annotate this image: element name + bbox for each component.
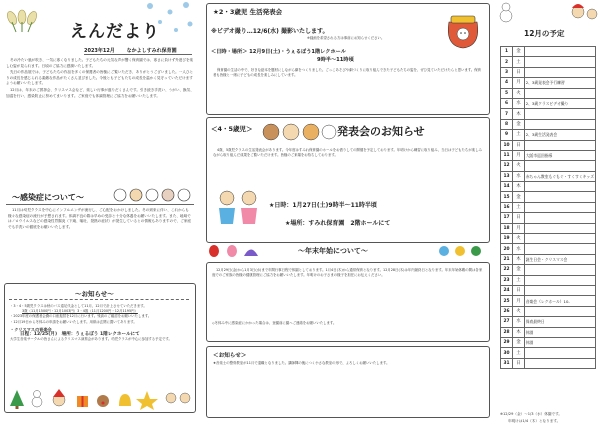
calendar-weekday: 金 [513,265,525,275]
calendar-weekday: 日 [513,140,525,150]
calendar-day: 12 [501,161,513,171]
calendar-event [524,358,595,368]
newyear-box [206,262,490,342]
calendar-day: 28 [501,327,513,337]
calendar-header-decoration [496,0,600,26]
event23-schedule: ＜日時・場所＞ 12月9日(土)・うぇるぼう1階レクホール [211,49,346,55]
calendar-event [524,285,595,295]
calendar-weekday: 水 [513,171,525,181]
animal-friends-icon [259,119,339,143]
calendar-weekday: 月 [513,78,525,88]
calendar-event: 誕生日会・クリスマス会 [524,254,595,264]
notice-heading: 〜お知らせ〜 [75,290,114,298]
calendar-row [501,57,596,67]
calendar-weekday: 火 [513,306,525,316]
calendar-row [501,140,596,150]
intro-paragraph: 冬の冷たい風が吹き、一気に寒くなりました。子どもたちの元気な声が響く保育園では、寒さに負けず外遊びを楽しむ姿が見られます。日頃のご協力に感謝いたします。 [6,58,194,68]
middle-column [202,0,494,429]
calendar-event: 赤ちゃん教室もぐもぐ・すくすくキッズ [524,171,595,181]
oshirase-heading: ＜お知らせ＞ [213,353,247,359]
event45-heading: 発表会のお知らせ [337,125,425,138]
calendar-weekday: 金 [513,47,525,57]
calendar-weekday: 水 [513,98,525,108]
calendar-day: 6 [501,98,513,108]
calendar-event: 音楽会（レクホール）10- [524,296,595,306]
christmas-footer-icons [7,388,193,410]
event23-time: 9時半〜11時頃 [317,57,354,63]
star-icon [136,391,158,410]
calendar-row [501,98,596,108]
mitten-icon [227,245,237,257]
issue-month: 2023年12月 [84,48,115,54]
calendar-event [524,275,595,285]
left-column [0,0,198,429]
event45-banner-title: ＜4・5歳児＞ [211,125,253,133]
calendar-weekday: 土 [513,57,525,67]
calendar-day: 24 [501,285,513,295]
newyear-note: ◇冬休み中に感染症にかかった場合は、登園前に園へご連絡をお願いいたします。 [212,321,337,325]
calendar-day: 21 [501,254,513,264]
calendar-event: 2、3歳発表会予行練習 [524,78,595,88]
right-column [496,0,600,429]
concert-text: 大学生音楽サークルの皆さんによるクリスマス演奏会があります。幼児クラスが中心に参加する予定です。 [10,337,172,342]
oshirase-box [206,346,490,418]
calendar-row [501,244,596,254]
calendar-row [501,234,596,244]
calendar-event [524,161,595,171]
calendar-day: 22 [501,265,513,275]
calendar-row [501,254,596,264]
calendar-event: 休園 [524,337,595,347]
calendar-event: 2、3歳クラスビデオ撮り [524,98,595,108]
calendar-weekday: 土 [513,130,525,140]
calendar-weekday: 金 [513,337,525,347]
calendar-row [501,317,596,327]
calendar-day: 18 [501,223,513,233]
calendar-weekday: 土 [513,348,525,358]
calendar-weekday: 水 [513,244,525,254]
bell-icon [119,394,131,406]
calendar-table [500,46,596,369]
calendar-event [524,67,595,77]
mitten-icon [209,245,219,257]
kids-sledding-icon [572,4,597,19]
sprout-icon [5,10,38,32]
calendar-day: 9 [501,130,513,140]
calendar-heading: 12月の予定 [524,29,565,38]
calendar-event [524,57,595,67]
calendar-event [524,88,595,98]
event23-text: 保育園の生活の中で、好きな絵本を題材にしながら劇をつくりました。ごっこあそびや劇づくりに取り組んできた子どもたちの姿を、ぜひ見ていただけたらと思います。保育者も皆様と一緒に子どもの成長を楽しみにしています。 [213,68,482,78]
newyear-text: 12月29日(金)から1月3日(水)まで年間行事日程で休園としております。1月4日(木)から通常保育となります。12月28日(木)は年内最終日となります。年末年始休暇の間は各家庭でのご家族の皆様の健康管理にご協力をお願いいたします。年明けのお子さまの様子を担任にお伝えください。 [212,268,483,278]
oshirase-text: ★音楽士の整骨教室が11月で退職となりました。講師陣の後につく小さな教室の形で、よろしくお願いいたします。 [213,361,390,365]
notice-box [4,283,196,413]
calendar-weekday: 木 [513,109,525,119]
calendar-footnote-2: 年明けは1/4（木）となります。 [508,419,561,423]
calendar-event [524,47,595,57]
calendar-day: 25 [501,296,513,306]
calendar-day: 10 [501,140,513,150]
calendar-row [501,78,596,88]
calendar-weekday: 木 [513,182,525,192]
newyear-heading: 〜年末年始について〜 [298,247,368,255]
calendar-day: 7 [501,109,513,119]
calendar-weekday: 火 [513,234,525,244]
calendar-event [524,265,595,275]
calendar-row [501,213,596,223]
calendar-row [501,348,596,358]
calendar-day: 13 [501,171,513,181]
date-line [84,47,177,54]
calendar-weekday: 日 [513,285,525,295]
calendar-row [501,109,596,119]
snowman-icon [32,391,42,408]
calendar-day: 2 [501,57,513,67]
event45-box [206,117,490,243]
calendar-event [524,348,595,358]
calendar-weekday: 土 [513,275,525,285]
calendar-row [501,161,596,171]
calendar-row [501,130,596,140]
event23-box [206,3,490,115]
calendar-day: 19 [501,234,513,244]
calendar-row [501,150,596,160]
calendar-day: 1 [501,47,513,57]
event23-video-note: ※録画を希望される方は事前にお知らせください。 [307,36,385,40]
calendar-row [501,182,596,192]
calendar-footnote-1: ※12/29（金）〜1/3（水）休園です。 [500,412,562,416]
event45-date: ★日時：1月27日(土)9時半〜11時半頃 [269,202,377,209]
calendar-row [501,67,596,77]
intro-paragraph: 12月は、年末のご挨拶会、クリスマス会など、楽しい行事が盛りだくさんです。引き続き手洗い、うがい、換気、加湿を行い、感染防止に努めてまいります。ご家庭でも体調管理にご協力をお願いいたします。 [6,87,194,98]
calendar-row [501,88,596,98]
calendar-event [524,234,595,244]
calendar-day: 16 [501,202,513,212]
calendar-event [524,192,595,202]
calendar-day: 31 [501,358,513,368]
calendar-weekday: 水 [513,317,525,327]
calendar-row [501,265,596,275]
calendar-weekday: 火 [513,88,525,98]
calendar-row [501,327,596,337]
calendar-day: 27 [501,317,513,327]
intro-text [6,58,194,99]
page-title: えんだより [70,22,160,42]
calendar-day: 3 [501,67,513,77]
calendar-event: 休園 [524,327,595,337]
calendar-event [524,306,595,316]
calendar-weekday: 日 [513,358,525,368]
concert-date: 日程：12/25(月) 場所：うぇるぼう 1階レクホールにて [20,332,140,338]
animals-icon [112,186,192,204]
calendar-weekday: 月 [513,296,525,306]
calendar-row [501,296,596,306]
calendar-event [524,244,595,254]
calendar-day: 4 [501,78,513,88]
event23-video: ※ビデオ撮り…12/6(水) 撮影いたします。 [211,28,329,35]
calendar-weekday: 日 [513,213,525,223]
calendar-day: 11 [501,150,513,160]
calendar-row [501,337,596,347]
calendar-day: 5 [501,88,513,98]
notice-item: ・2023年度の保護者会費の口座振替を12月に行います。残高のご確認をお願いいたします。 [10,314,152,319]
calendar-event: 2、3歳生活発表会 [524,130,595,140]
calendar-weekday: 日 [513,67,525,77]
calendar-weekday: 木 [513,254,525,264]
calendar-row [501,223,596,233]
calendar-day: 26 [501,306,513,316]
notice-item: ・12月19日から冬休みの申請をお願いいたします。用紙は玄関に置いてあります。 [10,319,137,324]
concert-heading: ・クリスマスの音楽会 [10,326,52,332]
calendar-event: 保育最終日 [524,317,595,327]
calendar-day: 15 [501,192,513,202]
ball-icon [439,246,449,256]
calendar-row [501,171,596,181]
calendar-weekday: 月 [513,223,525,233]
tree-icon [10,390,24,409]
calendar-event [524,202,595,212]
kids-performing-icon [213,186,265,232]
calendar-event [524,119,595,129]
santa-icon [53,389,65,406]
title-underline [84,54,192,55]
reindeer-icon [97,395,109,407]
kids-icon [166,393,190,403]
infection-divider [6,204,194,205]
notice-list [10,304,190,342]
calendar-weekday: 金 [513,192,525,202]
calendar-day: 20 [501,244,513,254]
calendar-row [501,358,596,368]
calendar-day: 23 [501,275,513,285]
calendar-event: 大阪市巡回指導 [524,150,595,160]
calendar-day: 8 [501,119,513,129]
event23-heading: ★2・3歳児 生活発表会 [213,8,283,16]
calendar-event [524,109,595,119]
calendar-row [501,202,596,212]
school-name: なかよしすみれ保育園 [126,48,177,54]
present-icon [77,396,88,407]
ball-icon [455,246,465,256]
calendar-event [524,213,595,223]
event45-text: 4歳、5歳児クラスの生活発表会があります。今年度はすみれ保育園のホールをお借りしての開催を予定しております。年明けから練習に取り組み、当日は子どもたちが楽しみながら取り組んだ成果をご覧いただけます。皆様のご来場をお待ちしております。 [213,148,482,158]
hat-icon [244,250,258,257]
snowman-icon [500,3,512,22]
notice-item: 3歳（11月1500円・12月1003円）3・4歳（11月1200円・12月1195円） [22,309,138,314]
santa-bag-icon [441,6,485,50]
calendar-day: 30 [501,348,513,358]
calendar-day: 29 [501,337,513,347]
calendar-row [501,119,596,129]
calendar-weekday: 金 [513,119,525,129]
calendar-weekday: 木 [513,327,525,337]
calendar-weekday: 土 [513,202,525,212]
intro-paragraph: 先日の作品展では、子どもたちの作品を多くの保護者の皆様にご覧いただき、ありがとうございました。一人ひとりの成長を感じられる素敵な作品がたくさん並びました。今後とも子どもたちの成長を温かく見守っていただけますようお願いいたします。 [6,70,194,86]
calendar-row [501,192,596,202]
infection-text: 11月は幼児クラスを中心にインフルエンザが流行し、ご心配をおかけしました。冬の到来に伴い、これからも様々な感染症の流行が予想されます。体調不良の際は早めの受診と十分な休養をお願いいたします。また、地域ではノロウイルスなどの感染性胃腸炎（下痢、嘔吐、発熱の症状）が発生しているとの情報もありますので、ご家庭でも手洗いの徹底をお願いいたします。 [8,208,191,229]
ball-icon [471,246,481,256]
calendar-row [501,275,596,285]
calendar-row [501,306,596,316]
calendar-event [524,223,595,233]
notice-item: ・3・4・5歳児クラスは秋のバス遠足代金として11月、12月で計上させていただきます。 [10,304,147,308]
calendar-event [524,182,595,192]
calendar-event [524,140,595,150]
event45-place: ★場所：すみれ保育園 2階ホールにて [285,220,391,227]
calendar-day: 14 [501,182,513,192]
infection-heading: 〜感染症について〜 [12,193,84,202]
calendar-weekday: 月 [513,150,525,160]
calendar-row [501,285,596,295]
calendar-day: 17 [501,213,513,223]
notice-divider [9,299,189,300]
calendar-weekday: 火 [513,161,525,171]
calendar-row [501,47,596,57]
